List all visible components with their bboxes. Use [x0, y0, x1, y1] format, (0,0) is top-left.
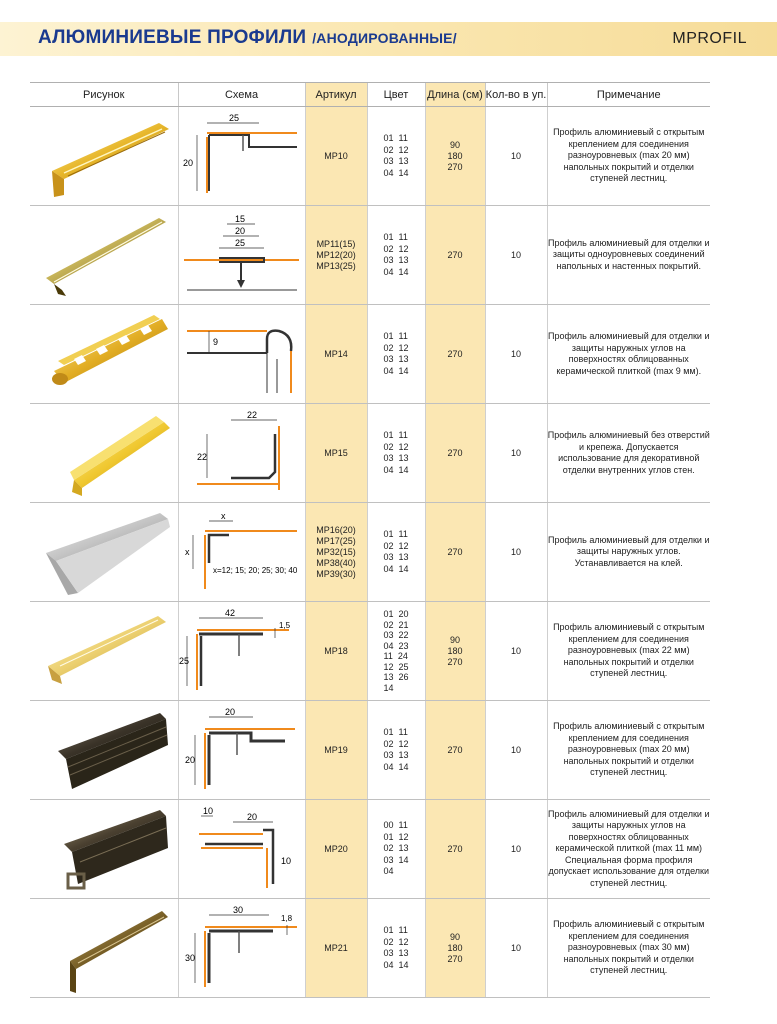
- color-code-line: 01 11: [383, 232, 408, 242]
- note-cell: Профиль алюминиевый с открытым креплением для соединения разноуровневых (max 20 мм) напольных покрытий и отделки ступеней лестниц.: [547, 701, 710, 800]
- color-cell: [367, 503, 425, 602]
- color-code-line: 00 11: [383, 820, 408, 831]
- article-code: MP14: [324, 348, 348, 359]
- color-code-line: 11 24: [383, 651, 408, 661]
- color-code-line: 02 12: [383, 144, 409, 155]
- article-code: MP21: [324, 942, 348, 953]
- qty-cell: 10: [485, 701, 547, 800]
- length-value: 180: [447, 942, 463, 953]
- color-code-line: 04 14: [383, 464, 409, 475]
- article-cell: [305, 305, 367, 404]
- scheme-dim-label: 20: [225, 707, 236, 717]
- length-value: 90: [449, 931, 460, 942]
- length-value: 270: [447, 744, 463, 755]
- article-cell: [305, 899, 367, 998]
- profile-scheme: [178, 107, 305, 206]
- color-cell: [367, 701, 425, 800]
- profile-image: [34, 507, 174, 597]
- col-header-length: Длина (см): [425, 83, 485, 107]
- col-header-article: Артикул: [305, 83, 367, 107]
- color-code-line: 04 23: [383, 640, 409, 651]
- scheme-dim-label: x=12; 15; 20; 25; 30; 40: [213, 566, 298, 575]
- scheme-dim-label: 22: [247, 410, 258, 420]
- length-cell: [425, 107, 485, 206]
- qty-cell: 10: [485, 503, 547, 602]
- length-cell: [425, 602, 485, 701]
- scheme-dim-label: 25: [179, 656, 190, 666]
- qty-cell: 10: [485, 899, 547, 998]
- scheme-drawing: [179, 606, 304, 696]
- article-code: MP20: [324, 843, 348, 854]
- color-code-line: 01 11: [383, 133, 408, 143]
- profile-image: [34, 111, 174, 201]
- page-subtitle: /АНОДИРОВАННЫЕ/: [312, 30, 457, 46]
- qty-cell: 10: [485, 206, 547, 305]
- color-code-line: 13 26: [383, 672, 409, 682]
- note-cell: Профиль алюминиевый для отделки и защиты наружных углов на поверхностях облицованных керамической плиткой (max 9 мм).: [547, 305, 710, 404]
- article-code: MP17(25): [316, 535, 356, 546]
- length-value: 180: [447, 150, 463, 161]
- profile-image: [34, 408, 174, 498]
- table-row: [30, 206, 710, 305]
- color-code-line: 04 14: [383, 266, 409, 277]
- note-cell: Профиль алюминиевый для отделки и защиты наружных углов. Устанавливается на клей.: [547, 503, 710, 602]
- qty-cell: 10: [485, 404, 547, 503]
- profile-scheme: [178, 800, 305, 899]
- profile-scheme: [178, 701, 305, 800]
- length-cell: [425, 404, 485, 503]
- color-code-line: 01 20: [383, 609, 409, 619]
- profile-picture: [30, 206, 178, 305]
- article-cell: [305, 404, 367, 503]
- scheme-dim-label: 22: [197, 452, 208, 462]
- scheme-drawing: [179, 903, 304, 993]
- scheme-dim-label: x: [221, 511, 226, 521]
- length-value: 270: [447, 546, 463, 557]
- col-header-scheme: Схема: [178, 83, 305, 107]
- table-row: [30, 305, 710, 404]
- article-cell: [305, 701, 367, 800]
- table-row: [30, 503, 710, 602]
- color-code-line: 01 11: [383, 430, 408, 440]
- col-header-qty: Кол-во в уп.: [485, 83, 547, 107]
- length-value: 180: [447, 645, 463, 656]
- article-code: MP18: [324, 645, 348, 656]
- profile-picture: [30, 503, 178, 602]
- color-cell: [367, 800, 425, 899]
- article-code: MP19: [324, 744, 348, 755]
- color-code-line: 03 13: [383, 948, 409, 958]
- color-code-line: 04 14: [383, 563, 409, 574]
- note-cell: Профиль алюминиевый для отделки и защиты одноуровневых соединений напольных и настенных покрытий.: [547, 206, 710, 305]
- scheme-dim-label: 20: [247, 812, 258, 822]
- table-row: [30, 899, 710, 998]
- brand-name: MPROFIL: [672, 30, 747, 47]
- length-value: 270: [447, 843, 463, 854]
- length-cell: [425, 800, 485, 899]
- profile-image: [34, 309, 174, 399]
- title-text: АЛЮМИНИЕВЫЕ ПРОФИЛИ: [38, 27, 307, 48]
- header-banner: [0, 22, 777, 56]
- article-cell: [305, 206, 367, 305]
- profile-picture: [30, 899, 178, 998]
- length-cell: [425, 206, 485, 305]
- article-cell: [305, 800, 367, 899]
- profile-picture: [30, 107, 178, 206]
- length-value: 270: [447, 447, 463, 458]
- qty-cell: 10: [485, 800, 547, 899]
- qty-cell: 10: [485, 107, 547, 206]
- length-cell: [425, 503, 485, 602]
- color-code-line: 03 13: [383, 552, 409, 562]
- scheme-drawing: [179, 210, 304, 300]
- color-code-line: 03 13: [383, 453, 409, 463]
- color-code-line: 02 12: [383, 540, 409, 551]
- profile-picture: [30, 404, 178, 503]
- scheme-dim-label: 25: [235, 238, 246, 248]
- col-header-color: Цвет: [367, 83, 425, 107]
- qty-cell: 10: [485, 305, 547, 404]
- article-code: MP15: [324, 447, 348, 458]
- scheme-dim-label: 10: [203, 806, 214, 816]
- profile-image: [34, 606, 174, 696]
- article-code: MP12(20): [316, 249, 356, 260]
- color-code-line: 01 12: [383, 831, 409, 842]
- scheme-drawing: [179, 804, 304, 894]
- length-value: 270: [447, 953, 463, 964]
- profile-image: [34, 210, 174, 300]
- scheme-dim-label: 20: [183, 158, 194, 168]
- length-value: 270: [447, 249, 463, 260]
- color-code-line: 04: [383, 866, 394, 877]
- scheme-dim-label: 42: [225, 608, 236, 618]
- scheme-dim-label: 30: [185, 953, 196, 963]
- profile-picture: [30, 701, 178, 800]
- length-value: 270: [447, 348, 463, 359]
- profile-scheme: [178, 503, 305, 602]
- length-value: 270: [447, 656, 463, 667]
- scheme-dim-label: 25: [229, 113, 240, 123]
- col-header-note: Примечание: [547, 83, 710, 107]
- color-cell: [367, 107, 425, 206]
- table-row: [30, 107, 710, 206]
- color-cell: [367, 206, 425, 305]
- color-code-line: 03 13: [383, 255, 409, 265]
- length-value: 90: [449, 634, 460, 645]
- color-cell: [367, 404, 425, 503]
- article-cell: [305, 107, 367, 206]
- length-cell: [425, 899, 485, 998]
- scheme-dim-label: x: [185, 547, 190, 557]
- length-cell: [425, 305, 485, 404]
- color-cell: [367, 602, 425, 701]
- scheme-dim-label: 9: [213, 337, 219, 347]
- profile-scheme: [178, 899, 305, 998]
- article-code: MP32(15): [316, 546, 356, 557]
- color-code-line: 03 13: [383, 750, 409, 760]
- profile-scheme: [178, 602, 305, 701]
- profile-scheme: [178, 404, 305, 503]
- article-code: MP10: [324, 150, 348, 161]
- table-row: [30, 404, 710, 503]
- article-code: MP16(20): [316, 524, 356, 535]
- color-code-line: 04 14: [383, 167, 409, 178]
- color-code-line: 12 25: [383, 661, 409, 672]
- article-code: MP39(30): [316, 568, 356, 579]
- profile-picture: [30, 800, 178, 899]
- article-code: MP11(15): [316, 238, 356, 249]
- profile-picture: [30, 602, 178, 701]
- color-code-line: 02 12: [383, 342, 409, 353]
- scheme-dim-label: 20: [185, 755, 196, 765]
- table-header-row: [30, 83, 710, 107]
- color-code-line: 02 13: [383, 843, 409, 854]
- profile-image: [34, 903, 174, 993]
- note-cell: Профиль алюминиевый с открытым креплением для соединения разноуровневых (max 22 мм) напольных покрытий и отделки ступеней лестниц.: [547, 602, 710, 701]
- color-code-line: 01 11: [383, 529, 408, 539]
- color-cell: [367, 305, 425, 404]
- color-code-line: 14: [383, 682, 394, 693]
- note-cell: Профиль алюминиевый для отделки и защиты наружных углов на поверхностях облицованных керамической плиткой (max 11 мм) Специальная форма профиля допускает использование для отделки ступеней лестниц.: [547, 800, 710, 899]
- table-row: [30, 602, 710, 701]
- profile-scheme: [178, 305, 305, 404]
- note-cell: Профиль алюминиевый с открытым креплением для соединения разноуровневых (max 30 мм) напольных покрытий и отделки ступеней лестниц.: [547, 899, 710, 998]
- scheme-dim-label: 15: [235, 214, 246, 224]
- table-row: [30, 701, 710, 800]
- color-code-line: 02 12: [383, 936, 409, 947]
- color-code-line: 03 13: [383, 354, 409, 364]
- scheme-dim-label: 20: [235, 226, 246, 236]
- profile-picture: [30, 305, 178, 404]
- length-value: 270: [447, 161, 463, 172]
- scheme-drawing: [179, 408, 304, 498]
- profile-scheme: [178, 206, 305, 305]
- product-table: [30, 82, 710, 998]
- qty-cell: 10: [485, 602, 547, 701]
- scheme-dim-label: 30: [233, 905, 244, 915]
- color-code-line: 04 14: [383, 365, 409, 376]
- article-code: MP38(40): [316, 557, 356, 568]
- note-cell: Профиль алюминиевый с открытым креплением для соединения разноуровневых (max 20 мм) напольных покрытий и отделки ступеней лестниц.: [547, 107, 710, 206]
- color-code-line: 03 13: [383, 156, 409, 166]
- table-row: [30, 800, 710, 899]
- scheme-dim-label: 10: [281, 856, 292, 866]
- note-cell: Профиль алюминиевый без отверстий и крепежа. Допускается использование для декоративной отделки внутренних углов стен.: [547, 404, 710, 503]
- scheme-drawing: [179, 507, 304, 597]
- article-cell: [305, 503, 367, 602]
- color-code-line: 02 21: [383, 619, 409, 630]
- scheme-drawing: [179, 309, 304, 399]
- scheme-dim-label: 1,5: [279, 621, 291, 630]
- profile-image: [34, 705, 174, 795]
- article-cell: [305, 602, 367, 701]
- color-code-line: 01 11: [383, 331, 408, 341]
- length-cell: [425, 701, 485, 800]
- scheme-dim-label: 1,8: [281, 914, 293, 923]
- color-code-line: 04 14: [383, 761, 409, 772]
- color-code-line: 02 12: [383, 441, 409, 452]
- color-code-line: 01 11: [383, 727, 408, 737]
- page-title: [38, 27, 457, 49]
- color-code-line: 02 12: [383, 243, 409, 254]
- color-code-line: 03 22: [383, 630, 409, 640]
- color-code-line: 01 11: [383, 925, 408, 935]
- scheme-drawing: [179, 111, 304, 201]
- col-header-picture: Рисунок: [30, 83, 178, 107]
- article-code: MP13(25): [316, 260, 356, 271]
- color-cell: [367, 899, 425, 998]
- length-value: 90: [449, 139, 460, 150]
- profile-image: [34, 804, 174, 894]
- color-code-line: 03 14: [383, 854, 409, 865]
- color-code-line: 02 12: [383, 738, 409, 749]
- scheme-drawing: [179, 705, 304, 795]
- color-code-line: 04 14: [383, 959, 409, 970]
